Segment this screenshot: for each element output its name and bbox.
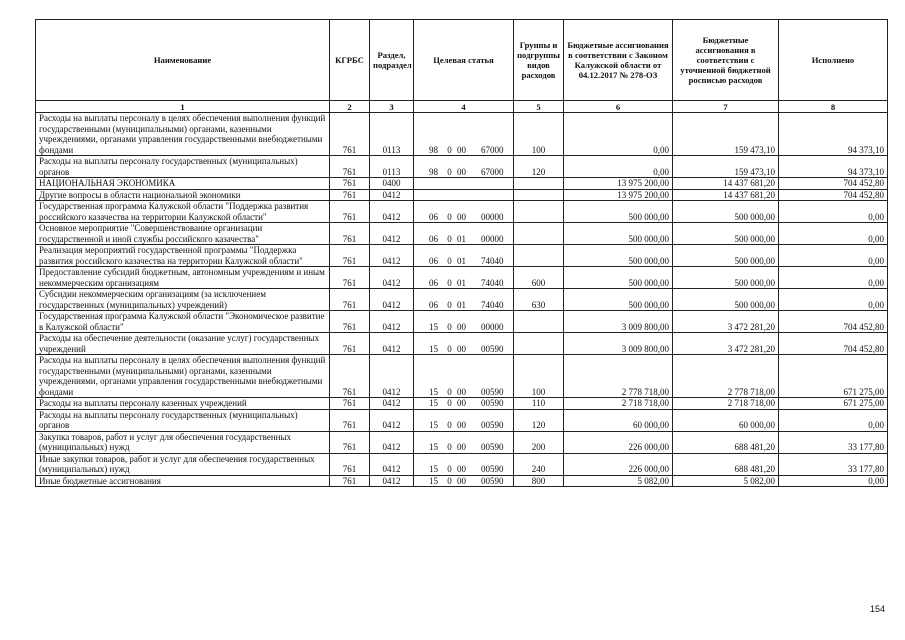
- col-number: 4: [414, 101, 514, 113]
- header-done: Исполнено: [779, 20, 888, 101]
- row-target-code: [414, 355, 514, 398]
- row-refined-amount: 14 437 681,20: [673, 178, 779, 190]
- target-code-part: 06: [429, 277, 438, 288]
- row-razdel: 0412: [370, 355, 414, 398]
- target-code-part: 00590: [481, 420, 504, 430]
- target-code-part: 0: [447, 464, 452, 474]
- row-target-code: [414, 113, 514, 156]
- row-group: [514, 311, 564, 333]
- target-code-part: 0: [447, 475, 452, 486]
- table-row: [36, 201, 888, 223]
- target-code-part: 00590: [481, 343, 504, 354]
- row-kgrbs: 761: [330, 267, 370, 289]
- row-group: 630: [514, 289, 564, 311]
- header-name: Наименование: [36, 20, 330, 101]
- row-target-code: [414, 156, 514, 178]
- row-target-code: [414, 245, 514, 267]
- row-group: [514, 223, 564, 245]
- row-group: 200: [514, 431, 564, 453]
- table-row: [36, 156, 888, 178]
- row-law-amount: 0,00: [564, 113, 673, 156]
- row-group: 100: [514, 355, 564, 398]
- row-refined-amount: 159 473,10: [673, 156, 779, 178]
- target-code-part: 00000: [481, 233, 504, 244]
- row-done-amount: 33 177,80: [779, 431, 888, 453]
- row-razdel: 0412: [370, 475, 414, 487]
- target-code-part: 0: [447, 166, 452, 177]
- row-kgrbs: 761: [330, 201, 370, 223]
- row-name: Расходы на выплаты персоналу государственных (муниципальных) органов: [36, 409, 330, 431]
- table-row: [36, 311, 888, 333]
- row-done-amount: 94 373,10: [779, 156, 888, 178]
- header-kgrbs: КГРБС: [330, 20, 370, 101]
- target-code-part: 00: [457, 464, 466, 474]
- row-refined-amount: 500 000,00: [673, 289, 779, 311]
- target-code-part: 15: [429, 321, 438, 332]
- row-group: 240: [514, 453, 564, 475]
- target-code-part: 15: [429, 464, 438, 474]
- row-name: Расходы на выплаты персоналу в целях обеспечения выполнения функций государственными (муниципальными) органами, казенными учреждениями, органами управления государственными внебюджетными фондами: [36, 113, 330, 156]
- row-kgrbs: 761: [330, 223, 370, 245]
- target-code-part: 0: [447, 442, 452, 452]
- target-code-part: 06: [429, 255, 438, 266]
- target-code-part: 15: [429, 420, 438, 430]
- target-code-part: 06: [429, 233, 438, 244]
- target-code-part: 00: [457, 420, 466, 430]
- target-code-part: 0: [447, 233, 452, 244]
- target-code-part: 0: [447, 255, 452, 266]
- row-target-code: [414, 475, 514, 487]
- row-razdel: 0113: [370, 156, 414, 178]
- row-group: 600: [514, 267, 564, 289]
- row-law-amount: 60 000,00: [564, 409, 673, 431]
- row-kgrbs: 761: [330, 409, 370, 431]
- row-razdel: 0412: [370, 201, 414, 223]
- row-law-amount: 2 778 718,00: [564, 355, 673, 398]
- target-code-part: 00: [457, 475, 466, 486]
- target-code-part: 00590: [481, 386, 504, 397]
- target-code-part: 67000: [481, 166, 504, 177]
- col-number: 6: [564, 101, 673, 113]
- table-row: [36, 431, 888, 453]
- row-name: Расходы на обеспечение деятельности (оказание услуг) государственных учреждений: [36, 333, 330, 355]
- row-group: 120: [514, 409, 564, 431]
- row-target-code: [414, 267, 514, 289]
- row-refined-amount: 159 473,10: [673, 113, 779, 156]
- row-name: Расходы на выплаты персоналу в целях обеспечения выполнения функций государственными (муниципальными) органами, казенными учреждениями, органами управления государственными внебюджетными фондами: [36, 355, 330, 398]
- row-law-amount: 500 000,00: [564, 245, 673, 267]
- row-target-code: [414, 289, 514, 311]
- col-number: 2: [330, 101, 370, 113]
- row-law-amount: 500 000,00: [564, 201, 673, 223]
- table-row: [36, 223, 888, 245]
- row-razdel: 0412: [370, 409, 414, 431]
- row-kgrbs: 761: [330, 245, 370, 267]
- target-code-part: 0: [447, 277, 452, 288]
- col-number: 5: [514, 101, 564, 113]
- row-group: [514, 245, 564, 267]
- row-done-amount: 33 177,80: [779, 453, 888, 475]
- row-group: 100: [514, 113, 564, 156]
- row-law-amount: 5 082,00: [564, 475, 673, 487]
- row-razdel: 0412: [370, 245, 414, 267]
- row-group: [514, 189, 564, 201]
- row-refined-amount: 2 778 718,00: [673, 355, 779, 398]
- row-refined-amount: 3 472 281,20: [673, 333, 779, 355]
- row-done-amount: 0,00: [779, 409, 888, 431]
- target-code-part: 00590: [481, 442, 504, 452]
- target-code-part: 01: [457, 299, 466, 310]
- table-row: [36, 189, 888, 201]
- row-done-amount: 0,00: [779, 289, 888, 311]
- row-name: Предоставление субсидий бюджетным, автономным учреждениям и иным некоммерческим организациям: [36, 267, 330, 289]
- row-done-amount: 671 275,00: [779, 355, 888, 398]
- row-target-code: [414, 189, 514, 201]
- row-name: Расходы на выплаты персоналу казенных учреждений: [36, 398, 330, 410]
- row-target-code: [414, 223, 514, 245]
- target-code-part: 00: [457, 442, 466, 452]
- table-row: [36, 113, 888, 156]
- row-kgrbs: 761: [330, 178, 370, 190]
- row-refined-amount: 500 000,00: [673, 201, 779, 223]
- row-target-code: [414, 431, 514, 453]
- row-law-amount: 500 000,00: [564, 289, 673, 311]
- row-group: 120: [514, 156, 564, 178]
- row-target-code: [414, 453, 514, 475]
- row-razdel: 0412: [370, 431, 414, 453]
- row-razdel: 0412: [370, 398, 414, 410]
- target-code-part: 01: [457, 255, 466, 266]
- row-refined-amount: 3 472 281,20: [673, 311, 779, 333]
- table-row: [36, 409, 888, 431]
- row-name: НАЦИОНАЛЬНАЯ ЭКОНОМИКА: [36, 178, 330, 190]
- row-refined-amount: 60 000,00: [673, 409, 779, 431]
- col-number: 8: [779, 101, 888, 113]
- target-code-part: 15: [429, 398, 438, 408]
- target-code-part: 67000: [481, 144, 504, 155]
- target-code-part: 00: [457, 398, 466, 408]
- row-done-amount: 94 373,10: [779, 113, 888, 156]
- target-code-part: 00: [457, 386, 466, 397]
- target-code-part: 0: [447, 398, 452, 408]
- row-razdel: 0412: [370, 311, 414, 333]
- row-refined-amount: 688 481,20: [673, 431, 779, 453]
- row-done-amount: 0,00: [779, 475, 888, 487]
- row-name: Государственная программа Калужской области "Поддержка развития российского казачества на территории Калужской области": [36, 201, 330, 223]
- row-refined-amount: 500 000,00: [673, 223, 779, 245]
- target-code-part: 0: [447, 299, 452, 310]
- row-refined-amount: 14 437 681,20: [673, 189, 779, 201]
- row-kgrbs: 761: [330, 355, 370, 398]
- budget-table: [35, 19, 888, 487]
- target-code-part: 0: [447, 321, 452, 332]
- row-kgrbs: 761: [330, 189, 370, 201]
- target-code-part: 74040: [481, 277, 504, 288]
- row-target-code: [414, 311, 514, 333]
- row-target-code: [414, 201, 514, 223]
- target-code-part: 00: [457, 166, 466, 177]
- row-refined-amount: 5 082,00: [673, 475, 779, 487]
- row-razdel: 0400: [370, 178, 414, 190]
- row-kgrbs: 761: [330, 156, 370, 178]
- col-number: 3: [370, 101, 414, 113]
- target-code-part: 00590: [481, 475, 504, 486]
- target-code-part: 01: [457, 277, 466, 288]
- target-code-part: 00590: [481, 398, 504, 408]
- row-razdel: 0412: [370, 223, 414, 245]
- target-code-part: 15: [429, 386, 438, 397]
- header-refined: Бюджетные ассигнования в соответствии с уточненной бюджетной росписью расходов: [673, 20, 779, 101]
- target-code-part: 06: [429, 211, 438, 222]
- row-name: Государственная программа Калужской области "Экономическое развитие в Калужской области": [36, 311, 330, 333]
- row-target-code: [414, 409, 514, 431]
- row-razdel: 0412: [370, 289, 414, 311]
- row-refined-amount: 500 000,00: [673, 245, 779, 267]
- row-name: Расходы на выплаты персоналу государственных (муниципальных) органов: [36, 156, 330, 178]
- table-row: [36, 398, 888, 410]
- row-target-code: [414, 333, 514, 355]
- row-kgrbs: 761: [330, 453, 370, 475]
- row-law-amount: 3 009 800,00: [564, 333, 673, 355]
- row-razdel: 0412: [370, 333, 414, 355]
- row-group: [514, 201, 564, 223]
- column-number-row: [36, 101, 888, 113]
- header-group: Группы и подгруппы видов расходов: [514, 20, 564, 101]
- table-row: [36, 267, 888, 289]
- target-code-part: 0: [447, 343, 452, 354]
- row-law-amount: 226 000,00: [564, 453, 673, 475]
- target-code-part: 15: [429, 475, 438, 486]
- target-code-part: 15: [429, 442, 438, 452]
- target-code-part: 74040: [481, 299, 504, 310]
- row-group: [514, 178, 564, 190]
- target-code-part: 0: [447, 211, 452, 222]
- row-done-amount: 704 452,80: [779, 189, 888, 201]
- row-name: Закупка товаров, работ и услуг для обеспечения государственных (муниципальных) нужд: [36, 431, 330, 453]
- table-header-row: [36, 20, 888, 101]
- target-code-part: 15: [429, 343, 438, 354]
- row-kgrbs: 761: [330, 398, 370, 410]
- row-kgrbs: 761: [330, 113, 370, 156]
- row-law-amount: 13 975 200,00: [564, 189, 673, 201]
- row-name: Субсидии некоммерческим организациям (за исключением государственных (муниципальных) учреждений): [36, 289, 330, 311]
- row-group: 110: [514, 398, 564, 410]
- table-row: [36, 289, 888, 311]
- row-done-amount: 0,00: [779, 201, 888, 223]
- table-row: [36, 453, 888, 475]
- row-target-code: [414, 178, 514, 190]
- row-done-amount: 0,00: [779, 267, 888, 289]
- header-target: Целевая статья: [414, 20, 514, 101]
- row-razdel: 0113: [370, 113, 414, 156]
- table-body: [36, 113, 888, 487]
- header-razdel: Раздел, подраздел: [370, 20, 414, 101]
- row-refined-amount: 2 718 718,00: [673, 398, 779, 410]
- target-code-part: 06: [429, 299, 438, 310]
- col-number: 1: [36, 101, 330, 113]
- table-row: [36, 245, 888, 267]
- row-name: Основное мероприятие "Совершенствование организации государственной и иной службы российского казачества": [36, 223, 330, 245]
- row-done-amount: 671 275,00: [779, 398, 888, 410]
- row-kgrbs: 761: [330, 333, 370, 355]
- page-number: 154: [869, 604, 885, 614]
- target-code-part: 98: [429, 144, 438, 155]
- target-code-part: 0: [447, 386, 452, 397]
- row-law-amount: 2 718 718,00: [564, 398, 673, 410]
- row-name: Другие вопросы в области национальной экономики: [36, 189, 330, 201]
- row-law-amount: 226 000,00: [564, 431, 673, 453]
- table-row: [36, 333, 888, 355]
- target-code-part: 0: [447, 144, 452, 155]
- row-kgrbs: 761: [330, 311, 370, 333]
- row-name: Реализация мероприятий государственной программы "Поддержка развития российского казачества на территории Калужской области": [36, 245, 330, 267]
- target-code-part: 01: [457, 233, 466, 244]
- row-kgrbs: 761: [330, 475, 370, 487]
- row-law-amount: 13 975 200,00: [564, 178, 673, 190]
- row-razdel: 0412: [370, 453, 414, 475]
- row-law-amount: 500 000,00: [564, 267, 673, 289]
- row-group: [514, 333, 564, 355]
- row-razdel: 0412: [370, 189, 414, 201]
- row-done-amount: 0,00: [779, 245, 888, 267]
- table-row: [36, 355, 888, 398]
- row-law-amount: 3 009 800,00: [564, 311, 673, 333]
- row-law-amount: 500 000,00: [564, 223, 673, 245]
- row-kgrbs: 761: [330, 431, 370, 453]
- target-code-part: 74040: [481, 255, 504, 266]
- row-refined-amount: 688 481,20: [673, 453, 779, 475]
- row-kgrbs: 761: [330, 289, 370, 311]
- col-number: 7: [673, 101, 779, 113]
- target-code-part: 00000: [481, 211, 504, 222]
- row-done-amount: 704 452,80: [779, 311, 888, 333]
- row-name: Иные закупки товаров, работ и услуг для обеспечения государственных (муниципальных) нужд: [36, 453, 330, 475]
- row-group: 800: [514, 475, 564, 487]
- target-code-part: 00: [457, 343, 466, 354]
- target-code-part: 00: [457, 144, 466, 155]
- target-code-part: 00000: [481, 321, 504, 332]
- row-razdel: 0412: [370, 267, 414, 289]
- row-done-amount: 704 452,80: [779, 178, 888, 190]
- target-code-part: 00590: [481, 464, 504, 474]
- target-code-part: 00: [457, 321, 466, 332]
- table-row: [36, 475, 888, 487]
- target-code-part: 0: [447, 420, 452, 430]
- target-code-part: 00: [457, 211, 466, 222]
- row-name: Иные бюджетные ассигнования: [36, 475, 330, 487]
- target-code-part: 98: [429, 166, 438, 177]
- table-row: [36, 178, 888, 190]
- row-refined-amount: 500 000,00: [673, 267, 779, 289]
- header-law: Бюджетные ассигнования в соответствии с Законом Калужской области от 04.12.2017 № 278-ОЗ: [564, 20, 673, 101]
- row-target-code: [414, 398, 514, 410]
- row-law-amount: 0,00: [564, 156, 673, 178]
- row-done-amount: 0,00: [779, 223, 888, 245]
- row-done-amount: 704 452,80: [779, 333, 888, 355]
